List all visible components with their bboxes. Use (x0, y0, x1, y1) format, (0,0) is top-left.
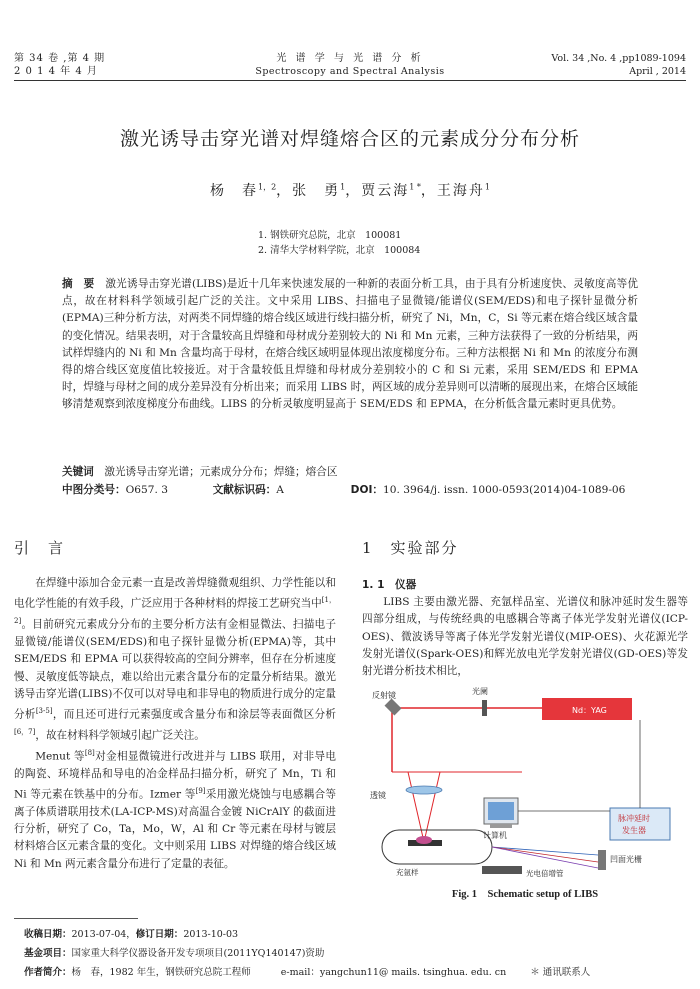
clc-value: O657. 3 (125, 484, 168, 496)
clc-label: 中图分类号： (62, 484, 126, 496)
intro-text: 在焊缝中添加合金元素一直是改善焊缝微观组织、力学性能以和电化学性能的有效手段，广泛应用于各种材料的焊接工艺研究当中 (14, 577, 336, 610)
argon-chamber (382, 830, 492, 864)
author-bio-label: 作者简介： (24, 967, 72, 978)
fund-line (24, 944, 684, 963)
keywords-label: 关键词 (62, 466, 94, 478)
plasma-spot (416, 836, 432, 844)
author-bio: 杨 春，1982 年生，钢铁研究总院工程师 (71, 967, 251, 978)
laser-label: Nd：YAG (572, 706, 607, 715)
figure-caption: Fig. 1 Schematic setup of LIBS (451, 889, 599, 900)
chamber-label-line1: 充氩样 (396, 868, 419, 877)
received-label: 收稿日期： (24, 929, 72, 940)
libs-setup-diagram (362, 680, 688, 880)
author-affil-mark: 1，2 (257, 182, 277, 192)
mirror-label: 反射镜 (372, 691, 396, 700)
journal-title-cn: 光 谱 学 与 光 谱 分 析 (276, 53, 424, 64)
footnotes (24, 925, 684, 982)
volume-pages-en: Vol. 34 ,No. 4 ,pp1089-1094 (551, 53, 686, 64)
grating-label: 凹面光栅 (610, 855, 642, 864)
intro-paragraph (14, 745, 336, 873)
spectral-ray (492, 847, 598, 855)
delay-generator-label-2: 发生器 (622, 826, 646, 835)
keywords-text: 激光诱导击穿光谱；元素成分分布；焊缝；熔合区 (104, 466, 338, 478)
spectral-ray (492, 847, 598, 862)
author-bio-line (24, 963, 684, 982)
citation: [3-5] (35, 707, 53, 716)
author-name: 贾云海 (361, 183, 410, 199)
spectral-ray (492, 847, 598, 868)
doc-code-label: 文献标识码： (212, 484, 277, 496)
dates-line (24, 925, 684, 944)
fund-label: 基金项目： (24, 948, 72, 959)
lens-shape (406, 786, 442, 794)
received-date: 2013-07-04， (71, 929, 136, 940)
intro-text: ，故在材料科学领域引起广泛关注。 (35, 729, 205, 742)
header-divider (14, 80, 686, 81)
journal-title-en: Spectroscopy and Spectral Analysis (255, 66, 445, 77)
subsection-1-1-heading: 1. 1 仪器 (362, 579, 417, 591)
delay-generator-label-1: 脉冲延时 (618, 814, 650, 823)
citation: [9] (195, 786, 206, 795)
author-name: 张 勇 (292, 183, 341, 199)
doi-value: 10. 3964/j. issn. 1000-0593(2014)04-1089-06 (383, 484, 626, 496)
laser-beam-focus (408, 772, 424, 842)
revised-label: 修订日期： (135, 929, 184, 940)
intro-text: 对金相显微镜进行改进并与 LIBS 联用，对非导电的陶瓷、环境样品和导电的冶金样品扫描分析，研究了 Mn，Ti 和 Ni 等元素在铁基中的分布。Izmer 等 (14, 750, 337, 801)
intro-body (14, 575, 336, 873)
photomultiplier (482, 866, 522, 874)
intro-paragraph (14, 575, 336, 745)
section-1-paragraph: LIBS 主要由激光器、充氩样品室、光谱仪和脉冲延时发生器等四部分组成，与传统经典的电感耦合等离子体光学发射光谱仪(ICP-OES)、微波诱导等离子体光学发射光谱仪(MIP-OES)、火花源光学发射光谱仪(Spark-OES)和辉光放电光学发射光谱仪(GD-OES)等发射光谱分析技术相比， (362, 596, 688, 678)
concave-grating (598, 850, 606, 870)
section-1-body (362, 594, 688, 680)
abstract (62, 276, 638, 414)
doc-code-value: A (276, 484, 284, 496)
year-month: 2 0 1 4 年 4 月 (14, 66, 98, 77)
affiliation: 2. 清华大学材料学院，北京 100084 (258, 245, 421, 256)
volume-issue: 第 34 卷 ,第 4 期 (14, 53, 106, 64)
section-1-heading: 1 实验部分 (362, 539, 459, 557)
lens-label: 透镜 (370, 791, 386, 800)
footnote-divider (14, 918, 138, 919)
author-affil-mark: 1 * (409, 182, 421, 192)
keywords-line (62, 463, 652, 481)
affiliations (258, 228, 420, 258)
keywords-block (62, 463, 652, 499)
computer-base (490, 824, 512, 828)
author-affil-mark: 1 (340, 182, 346, 192)
computer-screen (488, 802, 514, 820)
author-affil-mark: 1 (484, 182, 490, 192)
paper-title: 激光诱导击穿光谱对焊缝熔合区的元素成分分布分析 (119, 128, 580, 150)
doi-label: DOI： (350, 484, 384, 496)
author-list: 杨 春$^{1,2}$，张 勇$^1$，贾云海$^{1 *}$，王海舟$^1$ (209, 182, 490, 199)
revised-date: 2013-10-03 (183, 929, 239, 940)
aperture-shape (482, 700, 487, 716)
intro-text: ，而且还可进行元素强度或含量分布和涂层等表面微区分析 (52, 708, 337, 721)
classification-line (62, 481, 652, 499)
computer-label: 计算机 (483, 831, 507, 840)
abstract-text: 激光诱导击穿光谱(LIBS)是近十几年来快速发展的一种新的表面分析工具，由于具有分析速度快、灵敏度高等优点，故在材料科学领域引起广泛的关注。文中采用 LIBS、扫描电子显微镜/能谱仪(SEM/EDS)和电子探针显微分析(EPMA)三种分析方法，对两类不同焊缝的熔合线区域进行线扫描分析，研究了 Ni，Mn，C，Si 等元素在熔合线区域含量的变化情况。结果表明，对于含量较高且焊缝和母材成分差别较大的 Ni 和 Mn 元素，三种方法获得了一致的分析结果，两试样焊缝内的 Ni 和 Mn 含量均高于母材，在熔合线区域明显体现出浓度梯度分布。三种方法根据 Ni 和 Mn 的浓度分布测得的熔合线区宽度值比较接近。对于含量较低且焊缝和母材成分差别较小的 C 和 Si 元素，采用 SEM/EDS 和 EPMA 时，焊缝与母材之间的成分差异没有分析出来；而采用 LIBS 时，两区域的成分差异则可以清晰的展现出来，在熔合区域能够清楚观察到浓度梯度分布曲线。LIBS 的分析灵敏度明显高于 SEM/EDS 和 EPMA，在分析低含量元素时更具优势。 (62, 278, 639, 411)
intro-text: 。目前研究元素成分分布的主要分析方法有金相显微法、扫描电子显微镜/能谱仪(SEM/EDS)和电子探针显微分析(EPMA)等，其中 SEM/EDS 和 EPMA 可以获得较高的空间分辨率，但存在分析速度慢、灵敏度低等缺点，难以给出元素含量分布的定量分析结果。激光诱导击穿光谱(LIBS)不仅可以对导电和非导电的物质进行成分的定量分析 (14, 618, 336, 721)
affiliation: 1. 钢铁研究总院，北京 100081 (258, 230, 402, 241)
mirror-shape (385, 699, 402, 716)
citation: [1，2] (14, 596, 337, 626)
citation: [6，7] (14, 727, 36, 736)
date-en: April , 2014 (629, 66, 686, 77)
intro-heading: 引 言 (14, 539, 66, 557)
pmt-label: 光电倍增管 (526, 869, 564, 878)
journal-pages (551, 52, 686, 78)
author-name: 王海舟 (436, 183, 485, 199)
corresponding-author-note: ＊ 通讯联系人 (530, 967, 591, 978)
author-email: e-mail：yangchun11@ mails. tsinghua. edu. cn (280, 967, 507, 978)
citation: [8] (84, 748, 95, 757)
intro-text: Menut 等 (35, 750, 85, 763)
fund-text: 国家重大科学仪器设备开发专项项目(2011YQ140147)资助 (71, 948, 325, 959)
delay-generator-box (610, 808, 670, 840)
abstract-label: 摘 要 (62, 278, 95, 290)
laser-beam-focus (424, 772, 440, 842)
aperture-label: 光阑 (472, 687, 488, 696)
intro-text: 采用激光烧蚀与电感耦合等离子体质谱联用技术(LA-ICP-MS)对高温合金镀 NiCrAlY 的截面进行分析，研究了 Co，Ta，Mo，W，Al 和 Cr 等元素在母材与镀层材料熔合区元素含量的变化。文中则采用 LIBS 对焊缝的熔合线区域 Ni 和 Mn 两元素含量分布进行了定量的表征。 (14, 788, 337, 870)
author-name: 杨 春 (209, 183, 258, 199)
